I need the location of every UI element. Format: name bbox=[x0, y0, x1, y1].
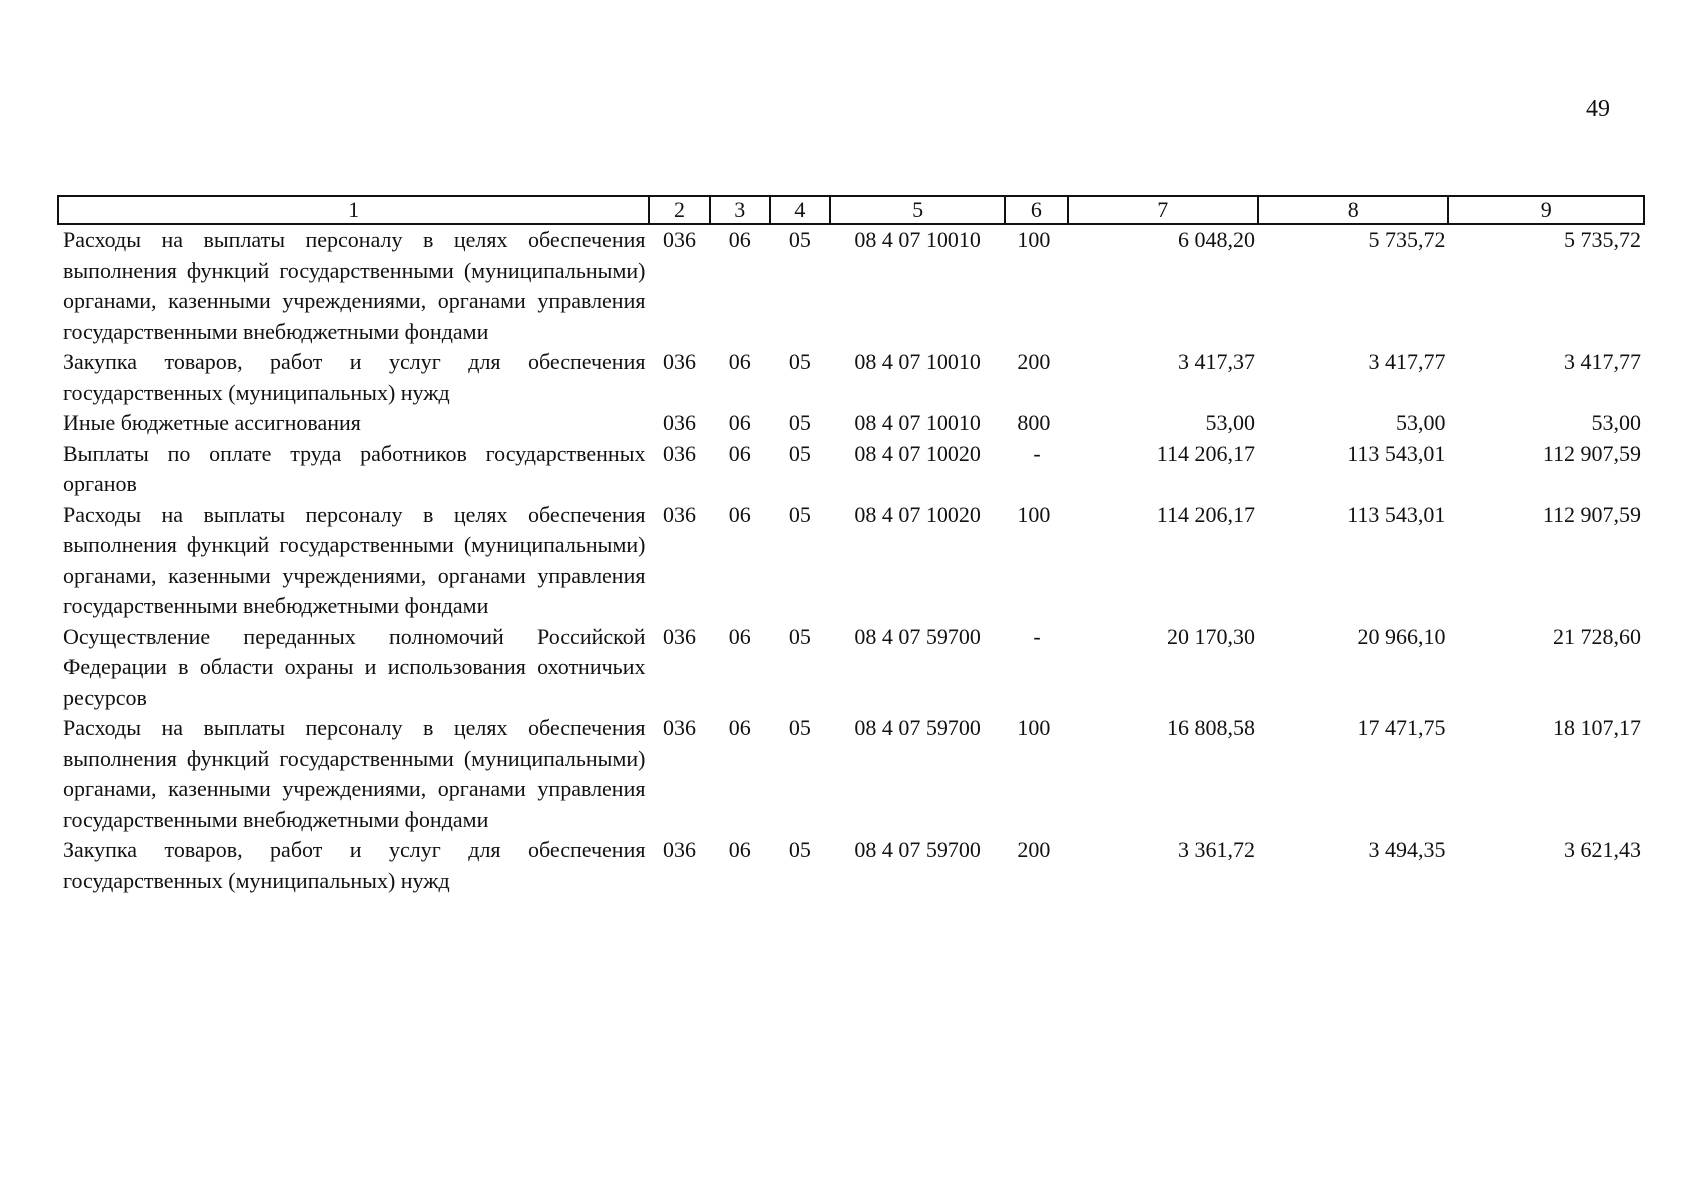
row-description: Расходы на выплаты персоналу в целях обеспечения выполнения функций государственными (муниципальными) органами, казенными учреждениями, органами управления государственными внебюджетными фондами bbox=[63, 715, 646, 832]
row-description: Расходы на выплаты персоналу в целях обеспечения выполнения функций государственными (муниципальными) органами, казенными учреждениями, органами управления государственными внебюджетными фондами bbox=[63, 227, 646, 344]
row-description: Иные бюджетные ассигнования bbox=[63, 410, 361, 435]
row-description: Закупка товаров, работ и услуг для обеспечения государственных (муниципальных) нужд bbox=[63, 837, 646, 893]
row-col-5: 08 4 07 10020 bbox=[854, 440, 981, 466]
row-col-3: 06 bbox=[728, 623, 751, 649]
row-col-3: 06 bbox=[728, 349, 751, 374]
table-row bbox=[58, 835, 1644, 896]
row-description: Расходы на выплаты персоналу в целях обеспечения выполнения функций государственными (муниципальными) органами, казенными учреждениями, органами управления государственными внебюджетными фондами bbox=[63, 501, 646, 618]
table-row bbox=[58, 713, 1644, 835]
row-col-3: 06 bbox=[728, 440, 751, 466]
row-col-6: - bbox=[1033, 440, 1041, 466]
row-col-3: 06 bbox=[728, 715, 751, 740]
row-col-8: 17 471,75 bbox=[1357, 715, 1446, 740]
row-col-6: 200 bbox=[1017, 837, 1051, 862]
row-col-3: 06 bbox=[728, 501, 751, 527]
table-row bbox=[58, 439, 1644, 500]
header-col-5: 5 bbox=[830, 196, 1005, 224]
row-col-8: 20 966,10 bbox=[1357, 623, 1446, 649]
row-col-8: 3 494,35 bbox=[1368, 837, 1446, 862]
row-col-6: 200 bbox=[1017, 349, 1051, 374]
row-col-3: 06 bbox=[728, 410, 751, 435]
row-col-9: 3 621,43 bbox=[1564, 837, 1641, 862]
header-row bbox=[58, 196, 1644, 224]
row-col-2: 036 bbox=[663, 623, 697, 649]
row-col-9: 18 107,17 bbox=[1553, 715, 1641, 740]
table-row bbox=[58, 224, 1644, 347]
header-col-2: 2 bbox=[649, 196, 709, 224]
row-col-4: 05 bbox=[788, 410, 811, 435]
row-col-9: 112 907,59 bbox=[1542, 440, 1641, 466]
row-col-7: 3 361,72 bbox=[1177, 837, 1255, 862]
row-col-9: 5 735,72 bbox=[1564, 227, 1641, 252]
row-col-2: 036 bbox=[663, 410, 697, 435]
header-col-9: 9 bbox=[1448, 196, 1644, 224]
row-col-5: 08 4 07 10010 bbox=[854, 349, 981, 374]
row-col-4: 05 bbox=[788, 349, 811, 374]
row-description: Выплаты по оплате труда работников государственных органов bbox=[63, 440, 646, 496]
row-col-5: 08 4 07 10010 bbox=[854, 410, 981, 435]
row-col-9: 112 907,59 bbox=[1542, 501, 1641, 527]
row-description: Закупка товаров, работ и услуг для обеспечения государственных (муниципальных) нужд bbox=[63, 349, 646, 405]
row-col-2: 036 bbox=[663, 715, 697, 740]
row-col-5: 08 4 07 10020 bbox=[854, 501, 981, 527]
row-col-6: 800 bbox=[1017, 410, 1051, 435]
row-col-7: 16 808,58 bbox=[1166, 715, 1255, 740]
table-row bbox=[58, 408, 1644, 439]
row-col-9: 21 728,60 bbox=[1553, 623, 1641, 649]
row-col-8: 5 735,72 bbox=[1368, 227, 1446, 252]
row-col-3: 06 bbox=[728, 227, 751, 252]
row-col-4: 05 bbox=[788, 837, 811, 862]
row-col-4: 05 bbox=[788, 623, 811, 649]
row-col-7: 53,00 bbox=[1205, 410, 1255, 435]
header-col-4: 4 bbox=[770, 196, 830, 224]
header-col-6: 6 bbox=[1005, 196, 1067, 224]
row-col-9: 53,00 bbox=[1591, 410, 1641, 435]
row-col-4: 05 bbox=[788, 501, 811, 527]
row-col-7: 114 206,17 bbox=[1156, 501, 1255, 527]
row-col-9: 3 417,77 bbox=[1564, 349, 1641, 374]
row-col-5: 08 4 07 10010 bbox=[854, 227, 981, 252]
row-col-4: 05 bbox=[788, 715, 811, 740]
row-col-2: 036 bbox=[663, 440, 697, 466]
row-col-5: 08 4 07 59700 bbox=[854, 715, 981, 740]
row-col-6: 100 bbox=[1017, 715, 1051, 740]
header-col-7: 7 bbox=[1068, 196, 1258, 224]
table-row bbox=[58, 347, 1644, 408]
row-col-6: - bbox=[1033, 623, 1041, 649]
row-col-7: 114 206,17 bbox=[1156, 440, 1255, 466]
budget-table bbox=[57, 195, 1645, 896]
row-col-5: 08 4 07 59700 bbox=[854, 837, 981, 862]
row-col-6: 100 bbox=[1017, 227, 1051, 252]
row-col-8: 53,00 bbox=[1395, 410, 1446, 435]
table-row bbox=[58, 622, 1644, 714]
table-body bbox=[58, 224, 1644, 896]
row-col-4: 05 bbox=[788, 227, 811, 252]
row-description: Осуществление переданных полномочий Российской Федерации в области охраны и использования охотничьих ресурсов bbox=[63, 623, 646, 710]
page-number: 49 bbox=[1586, 96, 1610, 122]
row-col-7: 6 048,20 bbox=[1177, 227, 1255, 252]
row-col-8: 3 417,77 bbox=[1368, 349, 1446, 374]
row-col-4: 05 bbox=[788, 440, 811, 466]
row-col-2: 036 bbox=[663, 349, 697, 374]
row-col-3: 06 bbox=[728, 837, 751, 862]
row-col-8: 113 543,01 bbox=[1347, 501, 1446, 527]
row-col-2: 036 bbox=[663, 227, 697, 252]
row-col-8: 113 543,01 bbox=[1347, 440, 1446, 466]
row-col-2: 036 bbox=[663, 837, 697, 862]
table-row bbox=[58, 500, 1644, 622]
header-col-3: 3 bbox=[710, 196, 770, 224]
header-col-8: 8 bbox=[1258, 196, 1448, 224]
row-col-2: 036 bbox=[663, 501, 697, 527]
row-col-7: 3 417,37 bbox=[1177, 349, 1255, 374]
row-col-7: 20 170,30 bbox=[1166, 623, 1255, 649]
table-header bbox=[58, 196, 1644, 224]
row-col-6: 100 bbox=[1017, 501, 1051, 527]
row-col-5: 08 4 07 59700 bbox=[854, 623, 981, 649]
header-col-1: 1 bbox=[58, 196, 649, 224]
